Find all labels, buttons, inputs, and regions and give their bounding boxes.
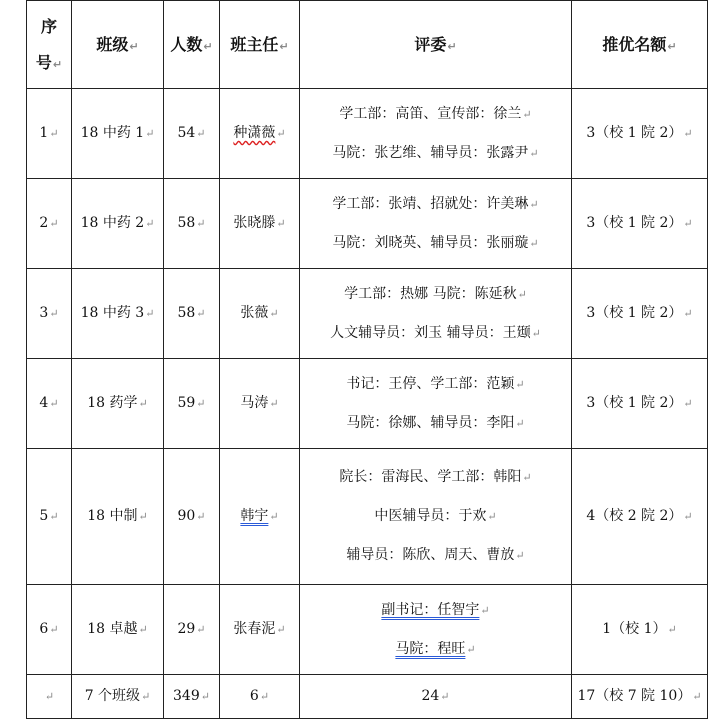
cell-count [164, 179, 220, 269]
cell-count [164, 359, 220, 449]
judges-text: 学工部：热娜 马院：陈延秋 [344, 285, 517, 302]
count-text: 58 [177, 215, 196, 232]
table-row [27, 585, 708, 675]
class-text: 18 中药 2 [80, 215, 145, 232]
paragraph-mark: ↵ [129, 39, 139, 53]
paragraph-mark: ↵ [269, 307, 279, 321]
paragraph-mark: ↵ [196, 307, 206, 321]
cell-judges [300, 359, 572, 449]
total-teacher-text: 6 [249, 688, 259, 705]
judges-line [300, 286, 571, 303]
paragraph-mark: ↵ [196, 623, 206, 637]
paragraph-mark: ↵ [522, 471, 532, 485]
paragraph-mark: ↵ [683, 307, 693, 321]
judges-line [300, 508, 571, 525]
cell-class [72, 89, 164, 179]
cell-seq [27, 449, 72, 585]
paragraph-mark: ↵ [522, 107, 532, 121]
judges-text: 书记：王停、学工部：范颖 [346, 375, 515, 392]
table-row [27, 269, 708, 359]
judges-text: 马院：张艺维、辅导员：张露尹 [332, 144, 529, 161]
seq-text: 1 [39, 125, 49, 142]
paragraph-mark: ↵ [440, 690, 450, 704]
paragraph-mark: ↵ [515, 416, 525, 430]
header-class [72, 1, 164, 89]
cell-teacher [220, 585, 300, 675]
cell-judges [300, 269, 572, 359]
total-quota-text: 17（校 7 院 10） [577, 688, 692, 705]
table-row [27, 359, 708, 449]
total-teacher [220, 675, 300, 719]
cell-teacher [220, 269, 300, 359]
header-quota-text: 推优名额 [602, 34, 667, 54]
paragraph-mark: ↵ [49, 127, 59, 141]
paragraph-mark: ↵ [529, 236, 539, 250]
judges-line [300, 376, 571, 393]
paragraph-mark: ↵ [138, 623, 148, 637]
seq-text: 2 [39, 215, 49, 232]
cell-quota [572, 179, 708, 269]
header-seq-line1: 序 [40, 17, 57, 37]
count-text: 54 [177, 125, 196, 142]
table-row [27, 89, 708, 179]
judges-text: 院长：雷海民、学工部：韩阳 [339, 469, 522, 486]
paragraph-mark: ↵ [279, 39, 289, 53]
cell-quota [572, 585, 708, 675]
judges-line [300, 469, 571, 486]
table-row [27, 449, 708, 585]
paragraph-mark: ↵ [683, 510, 693, 524]
class-text: 18 中药 1 [80, 125, 145, 142]
paragraph-mark: ↵ [683, 397, 693, 411]
judges-line [300, 547, 571, 564]
cell-teacher [220, 449, 300, 585]
cell-class [72, 585, 164, 675]
quota-text: 4（校 2 院 2） [586, 508, 683, 525]
cell-class [72, 179, 164, 269]
count-text: 58 [177, 305, 196, 322]
paragraph-mark: ↵ [259, 690, 270, 704]
cell-seq [27, 179, 72, 269]
quota-table [26, 0, 708, 719]
cell-class [72, 269, 164, 359]
quota-text: 3（校 1 院 2） [586, 305, 683, 322]
seq-text: 4 [39, 395, 49, 412]
paragraph-mark: ↵ [49, 307, 59, 321]
paragraph-mark: ↵ [667, 39, 677, 53]
paragraph-mark: ↵ [49, 623, 59, 637]
paragraph-mark: ↵ [692, 690, 702, 704]
paragraph-mark: ↵ [145, 217, 155, 231]
header-teacher [220, 1, 300, 89]
cell-class [72, 449, 164, 585]
header-count [164, 1, 220, 89]
total-class-text: 7 个班级 [84, 688, 141, 705]
cell-quota [572, 89, 708, 179]
judges-text: 马院：刘晓英、辅导员：张丽璇 [332, 234, 529, 251]
total-judges-text: 24 [421, 688, 440, 705]
class-text: 18 中药 3 [80, 305, 145, 322]
total-count [164, 675, 220, 719]
paragraph-mark: ↵ [480, 603, 490, 617]
header-judges-text: 评委 [414, 34, 447, 54]
paragraph-mark: ↵ [667, 623, 677, 637]
header-judges [300, 1, 572, 89]
paragraph-mark: ↵ [138, 397, 148, 411]
cell-seq [27, 585, 72, 675]
count-text: 90 [177, 508, 196, 525]
total-class [72, 675, 164, 719]
paragraph-mark: ↵ [515, 377, 525, 391]
cell-quota [572, 269, 708, 359]
class-text: 18 卓越 [87, 621, 138, 638]
cell-quota [572, 359, 708, 449]
cell-judges [300, 89, 572, 179]
paragraph-mark: ↵ [269, 397, 279, 411]
judges-text: 学工部：张靖、招就处：许美琳 [332, 195, 529, 212]
quota-text: 3（校 1 院 2） [586, 215, 683, 232]
cell-quota [572, 449, 708, 585]
class-text: 18 中制 [87, 508, 138, 525]
judges-line [300, 641, 571, 658]
cell-teacher [220, 359, 300, 449]
header-seq-line2 [27, 53, 71, 72]
header-count-text: 人数 [170, 34, 203, 54]
paragraph-mark: ↵ [203, 39, 213, 53]
seq-text: 5 [39, 508, 49, 525]
total-count-text: 349 [173, 688, 200, 705]
judges-text: 副书记：任智宇 [381, 601, 480, 618]
cell-seq [27, 269, 72, 359]
paragraph-mark: ↵ [517, 287, 527, 301]
paragraph-mark: ↵ [44, 690, 55, 704]
class-text: 18 药学 [87, 395, 138, 412]
cell-count [164, 449, 220, 585]
paragraph-mark: ↵ [138, 510, 148, 524]
header-teacher-text: 班主任 [230, 34, 279, 54]
paragraph-mark: ↵ [49, 510, 59, 524]
cell-judges [300, 585, 572, 675]
cell-teacher [220, 179, 300, 269]
judges-line [300, 196, 571, 213]
header-seq-line2-text: 号 [35, 52, 52, 72]
cell-count [164, 269, 220, 359]
judges-text: 学工部：高笛、宣传部：徐兰 [339, 105, 522, 122]
count-text: 29 [177, 621, 196, 638]
header-quota [572, 1, 708, 89]
teacher-text: 张薇 [240, 305, 269, 322]
cell-judges [300, 179, 572, 269]
paragraph-mark: ↵ [683, 217, 693, 231]
paragraph-mark: ↵ [196, 127, 206, 141]
paragraph-mark: ↵ [529, 146, 539, 160]
header-row [27, 1, 708, 89]
judges-text: 马院：程旺 [395, 640, 466, 657]
paragraph-mark: ↵ [52, 57, 63, 71]
paragraph-mark: ↵ [683, 127, 693, 141]
paragraph-mark: ↵ [466, 642, 476, 656]
paragraph-mark: ↵ [141, 690, 151, 704]
count-text: 59 [177, 395, 196, 412]
paragraph-mark: ↵ [276, 217, 286, 231]
judges-line [300, 602, 571, 619]
cell-count [164, 89, 220, 179]
judges-line [300, 235, 571, 252]
cell-seq [27, 89, 72, 179]
cell-class [72, 359, 164, 449]
paragraph-mark: ↵ [145, 307, 155, 321]
paragraph-mark: ↵ [145, 127, 155, 141]
total-row [27, 675, 708, 719]
paragraph-mark: ↵ [200, 690, 210, 704]
cell-judges [300, 449, 572, 585]
seq-text: 6 [39, 621, 49, 638]
paragraph-mark: ↵ [529, 197, 539, 211]
paragraph-mark: ↵ [196, 510, 206, 524]
teacher-text: 张春泥 [233, 621, 276, 638]
header-seq [27, 1, 72, 89]
paragraph-mark: ↵ [196, 217, 206, 231]
total-quota [572, 675, 708, 719]
judges-text: 中医辅导员：于欢 [374, 508, 487, 525]
paragraph-mark: ↵ [276, 623, 286, 637]
teacher-text: 韩宇 [240, 508, 269, 525]
judges-line [300, 106, 571, 123]
quota-text: 3（校 1 院 2） [586, 125, 683, 142]
cell-seq [27, 359, 72, 449]
table-row [27, 179, 708, 269]
paragraph-mark: ↵ [276, 127, 286, 141]
judges-line [300, 145, 571, 162]
seq-text: 3 [39, 305, 49, 322]
teacher-text: 张晓滕 [233, 215, 276, 232]
judges-text: 马院：徐娜、辅导员：李阳 [346, 414, 515, 431]
paragraph-mark: ↵ [49, 397, 59, 411]
quota-text: 1（校 1） [602, 621, 667, 638]
teacher-text: 种潇薇 [233, 125, 276, 142]
judges-line [300, 415, 571, 432]
paragraph-mark: ↵ [447, 39, 457, 53]
header-class-text: 班级 [96, 34, 129, 54]
teacher-text: 马涛 [240, 395, 269, 412]
total-seq [27, 675, 72, 719]
cell-count [164, 585, 220, 675]
judges-line [300, 325, 571, 342]
paragraph-mark: ↵ [515, 548, 525, 562]
total-judges [300, 675, 572, 719]
quota-text: 3（校 1 院 2） [586, 395, 683, 412]
paragraph-mark: ↵ [269, 510, 279, 524]
judges-text: 辅导员：陈欣、周天、曹放 [346, 546, 515, 563]
judges-text: 人文辅导员：刘玉 辅导员：王颋 [330, 324, 531, 341]
paragraph-mark: ↵ [196, 397, 206, 411]
cell-teacher [220, 89, 300, 179]
paragraph-mark: ↵ [487, 510, 497, 524]
paragraph-mark: ↵ [531, 326, 541, 340]
paragraph-mark: ↵ [49, 217, 59, 231]
